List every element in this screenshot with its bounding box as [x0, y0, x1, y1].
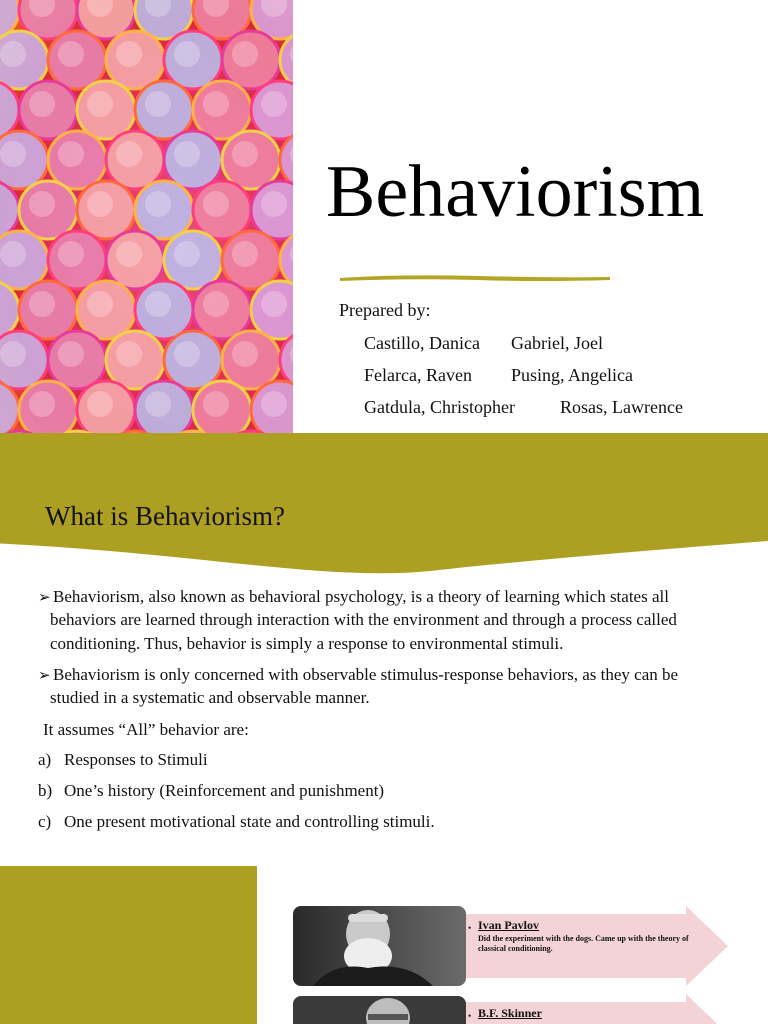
author-name: Castillo, Danica: [364, 333, 480, 353]
straw-highlight: [58, 241, 84, 267]
straw-highlight: [0, 141, 26, 167]
list-item: One’s history (Reinforcement and punishment): [64, 781, 385, 800]
straw-highlight: [203, 91, 229, 117]
straw-highlight: [261, 91, 287, 117]
straw-highlight: [58, 41, 84, 67]
straw-highlight: [145, 91, 171, 117]
straw-highlight: [261, 391, 287, 417]
straw-highlight: [0, 241, 26, 267]
straw-highlight: [232, 241, 258, 267]
arrow-bullet-icon: ➢: [38, 668, 51, 684]
portrait-photo: [293, 906, 466, 986]
presentation-title: Behaviorism: [326, 151, 705, 233]
straw-highlight: [29, 291, 55, 317]
bullet-text-line: behaviors are learned through interaction with the environment and through a process called: [50, 610, 677, 629]
straw-highlight: [174, 141, 200, 167]
person-description: Did the experiment with the dogs. Came up with the theory of classical conditioning.: [478, 934, 689, 953]
straw-highlight: [203, 191, 229, 217]
straw-highlight: [203, 291, 229, 317]
bullet-text-line: studied in a systematic and observable manner.: [50, 688, 370, 707]
arrow-bullet-icon: ➢: [38, 590, 51, 606]
author-name: Rosas, Lawrence: [560, 397, 683, 417]
straw-highlight: [29, 91, 55, 117]
straw-highlight: [0, 341, 26, 367]
straw-highlight: [116, 141, 142, 167]
straw-highlight: [174, 41, 200, 67]
person-name: B.F. Skinner: [478, 1006, 542, 1020]
author-name: Pusing, Angelica: [511, 365, 633, 385]
slide-title: What is Behaviorism?: [45, 501, 285, 531]
straw-highlight: [174, 241, 200, 267]
straw-highlight: [87, 191, 113, 217]
list-item: One present motivational state and controlling stimuli.: [64, 812, 435, 831]
title-underline-decoration: [338, 272, 613, 284]
portrait-photo: [293, 996, 466, 1024]
straw-highlight: [116, 241, 142, 267]
bullet-text-line: Behaviorism, also known as behavioral psychology, is a theory of learning which states all: [53, 587, 669, 606]
straw-highlight: [29, 191, 55, 217]
title-slide: [0, 0, 768, 433]
straw-highlight: [87, 291, 113, 317]
straw-highlight: [261, 191, 287, 217]
straw-highlight: [232, 341, 258, 367]
straw-highlight: [174, 341, 200, 367]
list-label: b): [38, 781, 53, 800]
straw-highlight: [87, 391, 113, 417]
bullet-dot: •: [468, 923, 472, 933]
straw-highlight: [145, 291, 171, 317]
definition-slide: [0, 433, 768, 866]
straw-highlight: [58, 341, 84, 367]
behaviorists-slide: [0, 866, 768, 1024]
straw-highlight: [116, 341, 142, 367]
bullet-text-line: Behaviorism is only concerned with observable stimulus-response behaviors, as they can be: [53, 665, 679, 684]
straw-highlight: [232, 141, 258, 167]
bullet-dot: •: [468, 1011, 472, 1021]
straw-highlight: [29, 391, 55, 417]
olive-side-panel: [0, 866, 257, 1024]
prepared-by-label: Prepared by:: [339, 300, 431, 320]
straw-highlight: [116, 41, 142, 67]
straw-highlight: [145, 391, 171, 417]
straw-highlight: [0, 41, 26, 67]
list-label: a): [38, 750, 52, 769]
straw-highlight: [145, 191, 171, 217]
author-name: Felarca, Raven: [364, 365, 472, 385]
author-name: Gabriel, Joel: [511, 333, 603, 353]
list-label: c): [38, 812, 52, 831]
straw-highlight: [232, 41, 258, 67]
bullet-text-line: conditioning. Thus, behavior is simply a response to environmental stimuli.: [50, 634, 564, 653]
author-name: Gatdula, Christopher: [364, 397, 515, 417]
straw-highlight: [203, 391, 229, 417]
assumption-intro: It assumes “All” behavior are:: [43, 720, 249, 739]
straw-highlight: [261, 291, 287, 317]
list-item: Responses to Stimuli: [64, 750, 208, 769]
straw-highlight: [58, 141, 84, 167]
person-name: Ivan Pavlov: [478, 918, 540, 932]
straw-highlight: [87, 91, 113, 117]
colorful-straws-image: [0, 0, 293, 433]
